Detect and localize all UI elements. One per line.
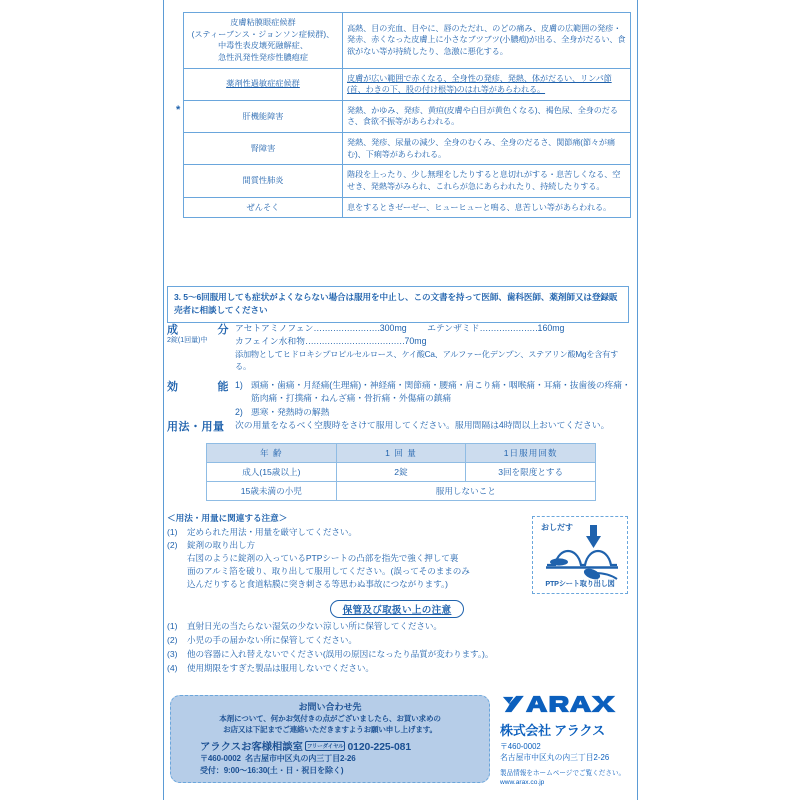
- list-item: [167, 662, 633, 676]
- ingredient-amount: 300mg: [379, 323, 407, 333]
- company-block: [500, 694, 650, 787]
- storage-heading-wrap: [164, 600, 630, 618]
- company-postal-code: 〒460-0002: [500, 742, 541, 751]
- usage-detail-line-2: 面のアルミ箔を破り、取り出して服用してください。(誤ってそのままのみ: [187, 566, 470, 577]
- contact-hours: 受付：9:00〜16:30(土・日・祝日を除く): [200, 765, 344, 775]
- usage-detail-line-3: 込んだりすると食道粘膜に突き刺さる等思わぬ事故につながります。): [187, 579, 448, 590]
- list-item: [235, 379, 633, 406]
- ingredients-sublabel: 2錠(1回量)中: [167, 337, 208, 344]
- contact-phone-line: [200, 738, 482, 753]
- ingredients-label-char-1: 成: [167, 324, 179, 336]
- side-effect-name: 腎障害: [184, 133, 343, 165]
- contact-department: アラクスお客様相談室: [200, 742, 303, 754]
- cell-dose: 2錠: [336, 463, 466, 482]
- additives-text: 添加物としてヒドロキシプロピルセルロース、ケイ酸Ca、アルファー化デンプン、ステアリン酸Mgを含有する。: [235, 349, 619, 372]
- table-row: [184, 68, 631, 100]
- list-item: [167, 620, 633, 634]
- side-effect-name: 肝機能障害: [184, 100, 343, 132]
- item-number: (2): [167, 540, 178, 551]
- item-number: 2): [235, 406, 243, 417]
- contact-phone-number[interactable]: 0120-225-081: [347, 742, 411, 754]
- item-text: 悪寒・発熱時の解熱: [251, 406, 330, 417]
- cell-frequency: 3回を限度とする: [466, 463, 596, 482]
- leader-dots: ………………………………: [304, 336, 405, 347]
- ingredient-row: [235, 322, 633, 335]
- contact-postal-code: 〒460-0002: [200, 754, 241, 764]
- item-text: 定められた用法・用量を厳守してください。: [187, 527, 357, 538]
- side-effect-symptoms: 発熱、かゆみ、発疹、黄疸(皮膚や白目が黄色くなる)、褐色尿、全身のだるさ、食欲不振等があらわれる。: [343, 100, 631, 132]
- dosage-label: 用法・用量: [167, 421, 225, 433]
- contact-message-line-2: お店又は下記までご連絡いただきますようお願い申し上げます。: [223, 724, 437, 734]
- arax-logo-icon: [500, 694, 620, 714]
- table-row: [184, 197, 631, 218]
- table-row: [184, 133, 631, 165]
- dosage-table: [206, 443, 596, 501]
- usage-detail-line-1: 右図のように錠剤の入っているPTPシートの凸部を指先で強く押して裏: [187, 553, 459, 564]
- side-effect-symptoms: 皮膚が広い範囲で赤くなる、全身性の発疹、発熱、体がだるい、リンパ節(首、わきの下、股の付け根等)のはれ等があらわれる。: [343, 68, 631, 100]
- ingredients-body: [235, 322, 633, 374]
- ingredients-label-char-2: 分: [217, 324, 229, 336]
- dosage-table-wrap: [206, 443, 596, 501]
- item-number: (1): [167, 621, 178, 631]
- item-number: (3): [167, 648, 178, 659]
- contact-address-line: [200, 753, 482, 765]
- side-effect-name: 皮膚粘膜眼症候群 (スティーブンス・ジョンソン症候群)、 中毒性表皮壊死融解症、 急性汎発性発疹性膿疱症: [184, 13, 343, 69]
- panel-right-rule: [637, 0, 638, 800]
- table-row: [207, 463, 596, 482]
- side-effect-name: 薬剤性過敏症症候群: [184, 68, 343, 100]
- contact-message-line-1: 本剤について、何かお気付きの点がございましたら、お買い求めの: [219, 714, 441, 723]
- side-effects-table: [183, 12, 631, 218]
- column-header-frequency: 1日服用回数: [466, 444, 596, 463]
- company-name: 株式会社 アラクス: [500, 723, 605, 738]
- ingredient-name: アセトアミノフェン: [235, 323, 314, 333]
- efficacy-section: [167, 379, 633, 419]
- note-number: 3.: [174, 292, 181, 302]
- column-header-age: 年 齢: [207, 444, 337, 463]
- consult-note-box: [167, 286, 629, 323]
- storage-heading: 保管及び取扱い上の注意: [330, 600, 465, 618]
- list-item: [167, 648, 633, 662]
- cell-dose: 服用しないこと: [336, 482, 595, 501]
- dosage-section: [167, 419, 633, 432]
- leader-dots: …………………: [479, 323, 538, 333]
- item-number: (1): [167, 527, 178, 538]
- side-effect-symptoms: 高熱、目の充血、目やに、唇のただれ、のどの痛み、皮膚の広範囲の発疹・発赤、赤くなった皮膚上に小さなブツブツ(小膿疱)が出る、全身がだるい、食欲がない等が持続したり、急激に悪化する。: [343, 13, 631, 69]
- efficacy-body: [235, 379, 633, 419]
- item-text: 使用期限をすぎた製品は服用しないでください。: [187, 662, 374, 673]
- item-number: (2): [167, 634, 178, 645]
- usage-notes-heading: ＜用法・用量に関連する注意＞: [167, 513, 288, 523]
- side-effect-name: ぜんそく: [184, 197, 343, 218]
- contact-box: [170, 695, 490, 783]
- side-effect-symptoms: 発熱、発疹、尿量の減少、全身のむくみ、全身のだるさ、関節痛(節々が痛む)、下痢等があらわれる。: [343, 133, 631, 165]
- storage-section: [167, 620, 633, 676]
- side-effect-name: 間質性肺炎: [184, 165, 343, 197]
- table-header-row: [207, 444, 596, 463]
- item-text: 直射日光の当たらない湿気の少ない涼しい所に保管してください。: [187, 621, 442, 631]
- side-effect-symptoms: 階段を上ったり、少し無理をしたりすると息切れがする・息苦しくなる、空せき、発熱等がみられ、これらが急にあらわれたり、持続したりする。: [343, 165, 631, 197]
- dosage-intro: 次の用量をなるべく空腹時をさけて服用してください。服用間隔は4時間以上おいてください。: [235, 420, 610, 430]
- company-web: [500, 769, 650, 787]
- efficacy-label: [167, 379, 229, 396]
- side-effects-section: [176, 12, 631, 218]
- company-address: [500, 742, 650, 764]
- ingredient-secondary: [427, 322, 564, 335]
- efficacy-label-char-1: 効: [167, 381, 179, 393]
- ingredient-name: エテンザミド: [427, 323, 480, 333]
- table-row: [184, 100, 631, 132]
- ptp-sheet-figure: [532, 516, 628, 594]
- usage-notes-section: [167, 512, 537, 591]
- column-header-dose: 1 回 量: [336, 444, 466, 463]
- leader-dots: ……………………: [313, 323, 380, 333]
- table-row: [184, 165, 631, 197]
- item-text: 頭痛・歯痛・月経痛(生理痛)・神経痛・関節痛・腰痛・肩こり痛・咽喉痛・耳痛・抜歯後の疼痛・筋肉痛・打撲痛・ねんざ痛・骨折痛・外傷痛の鎮痛: [251, 380, 631, 404]
- list-item: [235, 406, 633, 419]
- ptp-push-label: おしだす: [541, 523, 573, 532]
- list-item: [167, 539, 537, 552]
- web-note: 製品情報をホームページでご覧ください。: [500, 769, 626, 777]
- freedial-icon: フリーダイヤル: [305, 741, 346, 751]
- item-number: (4): [167, 662, 178, 673]
- item-number: 1): [235, 380, 243, 390]
- ingredient-row: [235, 335, 633, 348]
- item-text: 他の容器に入れ替えないでください(誤用の原因になったり品質が変わります。)。: [187, 648, 494, 659]
- ingredients-section: [167, 322, 633, 374]
- website-url[interactable]: www.arax.co.jp: [500, 778, 545, 786]
- note-text: 5〜6回服用しても症状がよくならない場合は服用を中止し、この文書を持って医師、歯科医師、薬剤師又は登録販売者に相談してください: [174, 292, 618, 315]
- ingredient-amount: 70mg: [404, 336, 427, 347]
- contact-address: 名古屋市中区丸の内三丁目2-26: [245, 754, 356, 764]
- list-item: [167, 526, 537, 539]
- efficacy-label-char-2: 能: [217, 381, 229, 393]
- list-item: [167, 634, 633, 648]
- item-text: 小児の手の届かない所に保管してください。: [187, 634, 357, 645]
- contact-title: お問い合わせ先: [298, 702, 362, 712]
- company-address-line: 名古屋市中区丸の内三丁目2-26: [500, 752, 610, 762]
- table-row: [207, 482, 596, 501]
- ingredient-name: カフェイン水和物: [235, 336, 305, 347]
- side-effect-symptoms: 息をするときゼーゼー、ヒューヒューと鳴る、息苦しい等があらわれる。: [343, 197, 631, 218]
- asterisk-marker: *: [176, 104, 181, 116]
- cell-age: 15歳未満の小児: [207, 482, 337, 501]
- ingredient-amount: 160mg: [537, 323, 565, 333]
- leaflet-content: [164, 0, 637, 800]
- ptp-figure-caption: PTPシート取り出し図: [545, 579, 615, 588]
- cell-age: 成人(15歳以上): [207, 463, 337, 482]
- table-row: [184, 13, 631, 69]
- item-text: 錠剤の取り出し方: [187, 540, 255, 551]
